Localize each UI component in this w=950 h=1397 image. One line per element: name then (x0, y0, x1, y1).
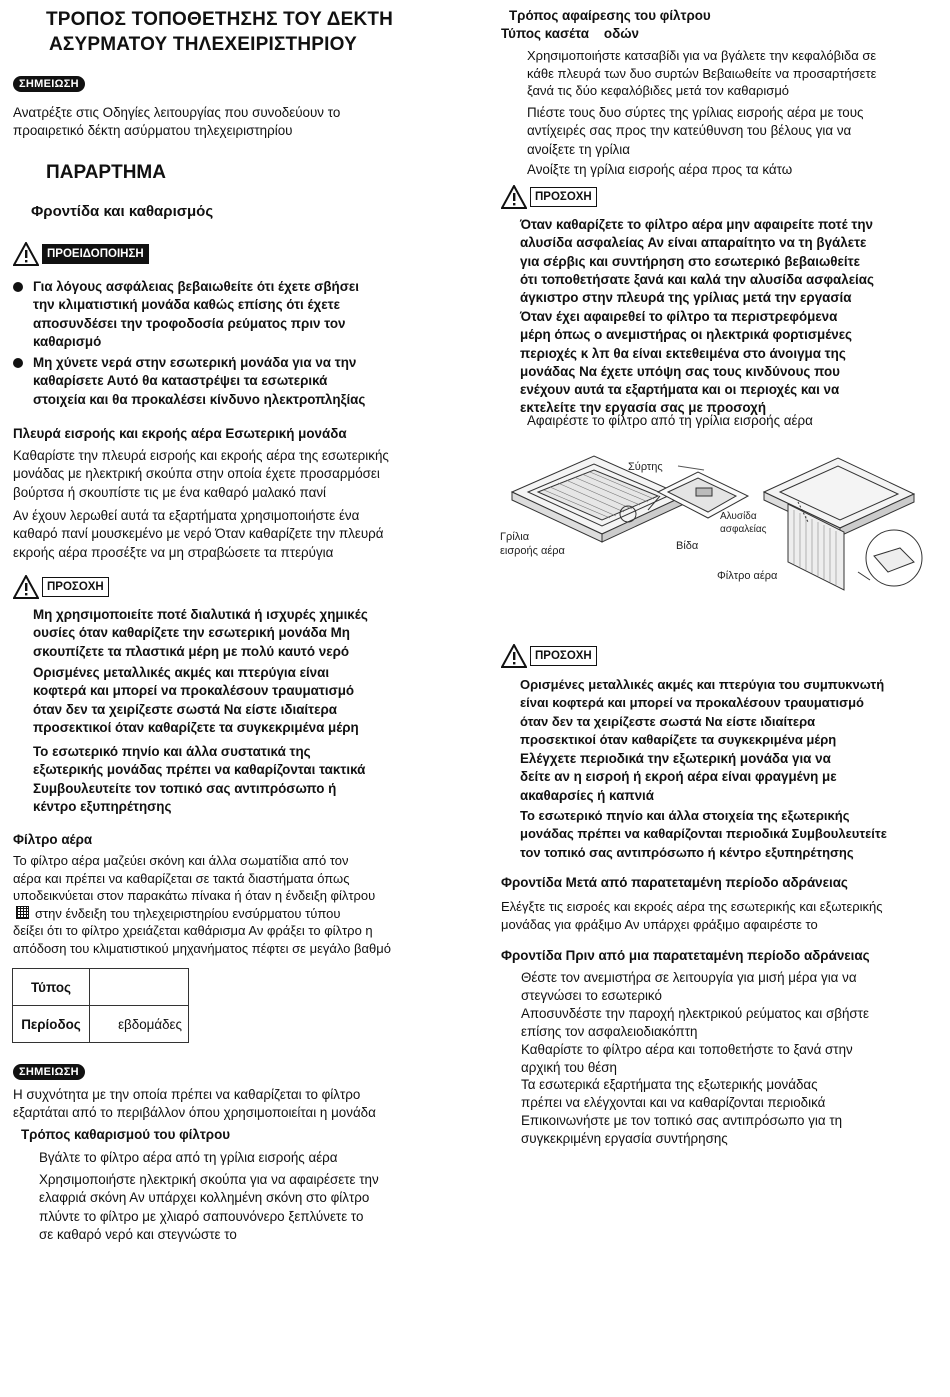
side-paragraph-2: Αν έχουν λερωθεί αυτά τα εξαρτήματα χρησιμοποιήστε ένα καθαρό πανί μουσκεμένο με νερό Όταν καθαρίζετε την πλευρά εκροής αέρα προσέξτε να μη στραβώσετε τα πτερύγια (13, 508, 384, 560)
remove-paragraph-4: Αφαιρέστε το φίλτρο από τη γρίλια εισροής αέρα (527, 413, 813, 428)
warning-triangle-icon (13, 575, 39, 599)
appendix-heading: ΠΑΡΑΡΤΗΜΑ (46, 162, 166, 183)
caution1-paragraph-2: Όταν έχει αφαιρεθεί το φίλτρο τα περιστρεφόμενα μέρη όπως ο ανεμιστήρας οι ηλεκτρικά φορτισμένες περιοχές κ λπ θα είναι εκτεθειμένα στο άνοιγμα της μονάδας Να έχετε υπόψη σας τους κινδύνους που ενέχουν αυτά τα εξαρτήματα και οι περιοχές και να εκτελείτε την εργασία σας με προσοχή (520, 309, 853, 416)
grille-label-2: εισροής αέρα (500, 545, 565, 557)
note-badge: ΣΗΜΕΙΩΣΗ (13, 74, 85, 92)
table-period-label: Περίοδος (13, 1006, 90, 1043)
note-text: Ανατρέξτε στις Οδηγίες λειτουργίας που συνοδεύουν το προαιρετικό δέκτη ασύρματου τηλεχειριστηρίου (13, 105, 341, 139)
table-type-value (90, 969, 189, 1006)
filter-removal-illustration (498, 452, 944, 602)
warning-label: ΠΡΟΕΙΔΟΠΟΙΗΣΗ (13, 242, 149, 266)
remove-heading: Τρόπος αφαίρεσης του φίλτρου (509, 8, 711, 23)
grille-label-1: Γρίλια (500, 531, 530, 543)
caution-label: ΠΡΟΣΟΧΗ (13, 575, 109, 599)
filter-indicator-icon (16, 906, 29, 919)
screw-label: Βίδα (676, 540, 699, 552)
caution-item-2: Ορισμένες μεταλλικές ακμές και πτερύγια είναι κοφτερά και μπορεί να προκαλέσουν τραυματισμό όταν δεν τα χειρίζεστε σωστά Να είστε ιδιαίτερα προσεκτικοί όταν καθαρίζετε τα συγκεκριμένα μέρη (33, 665, 359, 735)
chain-label-2: ασφαλείας (720, 524, 767, 535)
page-title-line1: ΤΡΟΠΟΣ ΤΟΠΟΘΕΤΗΣΗΣ ΤΟΥ ΔΕΚΤΗ (46, 9, 394, 30)
howto-step-2: Χρησιμοποιήστε ηλεκτρική σκούπα για να αφαιρέσετε την ελαφριά σκόνη Αν υπάρχει κολλημένη σκόνη στο φίλτρο πλύντε το φίλτρο με χλιαρό σαπουνόνερο ξεπλύνετε το σε καθαρό νερό και στεγνώστε το (39, 1172, 379, 1242)
before-idle-list (521, 969, 946, 1148)
after-idle-heading: Φροντίδα Μετά από παρατεταμένη περίοδο αδράνειας (501, 875, 848, 890)
type-heading: Τύπος κασέτα οδών (501, 26, 639, 41)
remove-paragraph-1: Χρησιμοποιήστε κατσαβίδι για να βγάλετε την κεφαλόβιδα σε κάθε πλευρά των δυο συρτών Βεβαιωθείτε να προσαρτήσετε ξανά τις δύο κεφαλόβιδες μετά τον καθαρισμό (527, 48, 877, 98)
caution2-paragraph-3: Το εσωτερικό πηνίο και άλλα στοιχεία της εξωτερικής μονάδας πρέπει να καθαρίζονται περιοδικά Συμβουλευτείτε τον τοπικό σας αντιπρόσωπο ή κέντρο εξυπηρέτησης (520, 808, 887, 860)
remove-paragraph-2: Πιέστε τους δυο σύρτες της γρίλιας εισροής αέρα με τους αντίχειρές σας προς την κατεύθυνση του βέλους για να ανοίξετε τη γρίλια (527, 105, 864, 157)
remove-paragraph-3: Ανοίξτε τη γρίλια εισροής αέρα προς τα κάτω (527, 162, 793, 177)
filter-label: Φίλτρο αέρα (717, 570, 778, 582)
table-type-label: Τύπος (13, 969, 90, 1006)
warning-item-2: Μη χύνετε νερά στην εσωτερική μονάδα για να την καθαρίσετε Αυτό θα καταστρέψει τα εσωτερικά στοιχεία και θα προκαλέσει κίνδυνο ηλεκτροπληξίας (33, 355, 366, 407)
caution2-paragraph-2: Ελέγχετε περιοδικά την εξωτερική μονάδα για να δείτε αν η εισροή ή εκροή αέρα είναι φραγμένη με ακαθαρσίες ή καπνιά (520, 751, 837, 803)
list-item: Καθαρίστε το φίλτρο αέρα και τοποθετήστε το ξανά στην αρχική του θέση (521, 1041, 853, 1075)
howto-heading: Τρόπος καθαρισμού του φίλτρου (21, 1127, 231, 1142)
warning-triangle-icon (501, 644, 527, 668)
caution2-paragraph-1: Ορισμένες μεταλλικές ακμές και πτερύγια του συμπυκνωτή είναι κοφτερά και μπορεί να προκαλέσουν τραυματισμό όταν δεν τα χειρίζεστε σωστά Να είστε ιδιαίτερα προσεκτικοί όταν καθαρίζετε τα συγκεκριμένα μέρη (520, 677, 885, 747)
side-heading: Πλευρά εισροής και εκροής αέρα Εσωτερική μονάδα (13, 426, 347, 441)
list-item: Αποσυνδέστε την παροχή ηλεκτρικού ρεύματος και σβήστε επίσης τον ασφαλειοδιακόπτη (521, 1005, 869, 1039)
note-badge-2: ΣΗΜΕΙΩΣΗ (13, 1062, 85, 1080)
chain-label-1: Αλυσίδα (720, 511, 757, 522)
filter-text: Το φίλτρο αέρα μαζεύει σκόνη και άλλα σωματίδια από τον αέρα και πρέπει να καθαρίζεται σε τακτά διαστήματα όπως υποδεικνύεται στον παρακάτω πίνακα ή όταν η ένδειξη φίλτρου στην ένδειξη του τηλεχειριστηρίου ενσύρματου τύπου δείξει ότι το φίλτρο χρειάζεται καθάρισμα Αν φράξει το φίλτρο η απόδοση του κλιματιστικού μηχανήματος πέφτει σε μεγάλο βαθμό (13, 853, 391, 956)
caution-label-right-2: ΠΡΟΣΟΧΗ (501, 644, 597, 668)
list-item: Τα εσωτερικά εξαρτήματα της εξωτερικής μονάδας πρέπει να ελέγχονται και να καθαρίζονται περιοδικά Επικοινωνήστε με τον τοπικό σας αντιπρόσωπο για τη συγκεκριμένη εργασία συντήρησης (521, 1077, 843, 1147)
caution-item-3: Το εσωτερικό πηνίο και άλλα συστατικά της εξωτερικής μονάδας πρέπει να καθαρίζονται τακτικά Συμβουλευτείτε τον τοπικό σας αντιπρόσωπο ή κέντρο εξυπηρέτησης (33, 744, 366, 814)
filter-heading: Φίλτρο αέρα (13, 832, 93, 847)
note2-text: Η συχνότητα με την οποία πρέπει να καθαρίζεται το φίλτρο εξαρτάται από το περιβάλλον όπου χρησιμοποιείται η μονάδα (13, 1087, 376, 1121)
warning-triangle-icon (13, 242, 39, 266)
table-period-value: εβδομάδες (90, 1006, 189, 1043)
bullet-icon (13, 358, 23, 368)
warning-triangle-icon (501, 185, 527, 209)
side-paragraph-1: Καθαρίστε την πλευρά εισροής και εκροής αέρα της εσωτερικής μονάδας με ηλεκτρική σκούπα στην οποία έχετε προσαρμόσει βούρτσα ή σκουπίστε τις με ένα καθαρό μαλακό πανί (13, 448, 389, 500)
caution-label-right-1: ΠΡΟΣΟΧΗ (501, 185, 597, 209)
page-title-line2: ΑΣΥΡΜΑΤΟΥ ΤΗΛΕΧΕΙΡΙΣΤΗΡΙΟΥ (49, 34, 357, 55)
cassette-unit-right-drawing (764, 458, 922, 590)
list-item: Θέστε τον ανεμιστήρα σε λειτουργία για μισή μέρα για να στεγνώσει το εσωτερικό (521, 970, 857, 1003)
warning-item-1: Για λόγους ασφάλειας βεβαιωθείτε ότι έχετε σβήσει την κλιματιστική μονάδα καθώς επίσης ότι έχετε αποσυνδέσει την τροφοδοσία ρεύματος πριν τον καθαρισμό (33, 279, 359, 349)
care-heading: Φροντίδα και καθαρισμός (31, 203, 214, 220)
caution1-paragraph-1: Όταν καθαρίζετε το φίλτρο αέρα μην αφαιρείτε ποτέ την αλυσίδα ασφαλείας Αν είναι απαραίτητο να τη βγάλετε για σέρβις και συντήρηση στο εσωτερικό βεβαιωθείτε ότι τοποθετήσατε ξανά και καλά την αλυσίδα ασφαλείας άγκιστρο στην πλευρά της γρίλιας μετά την εργασία (520, 217, 874, 306)
caution-item-1: Μη χρησιμοποιείτε ποτέ διαλυτικά ή ισχυρές χημικές ουσίες όταν καθαρίζετε την εσωτερική μονάδα Μη σκουπίζετε τα πλαστικά μέρη με πολύ καυτό νερό (33, 607, 368, 659)
howto-step-1: Βγάλτε το φίλτρο αέρα από τη γρίλια εισροής αέρα (39, 1150, 338, 1165)
bullet-icon (13, 282, 23, 292)
before-idle-heading: Φροντίδα Πριν από μια παρατεταμένη περίοδο αδράνειας (501, 948, 870, 963)
slider-label: Σύρτης (628, 461, 663, 473)
after-idle-text: Ελέγξτε τις εισροές και εκροές αέρα της εσωτερικής και εξωτερικής μονάδας για φράξιμο Αν υπάρχει φράξιμο αφαιρέστε το (501, 899, 883, 932)
filter-period-table (12, 968, 189, 1043)
